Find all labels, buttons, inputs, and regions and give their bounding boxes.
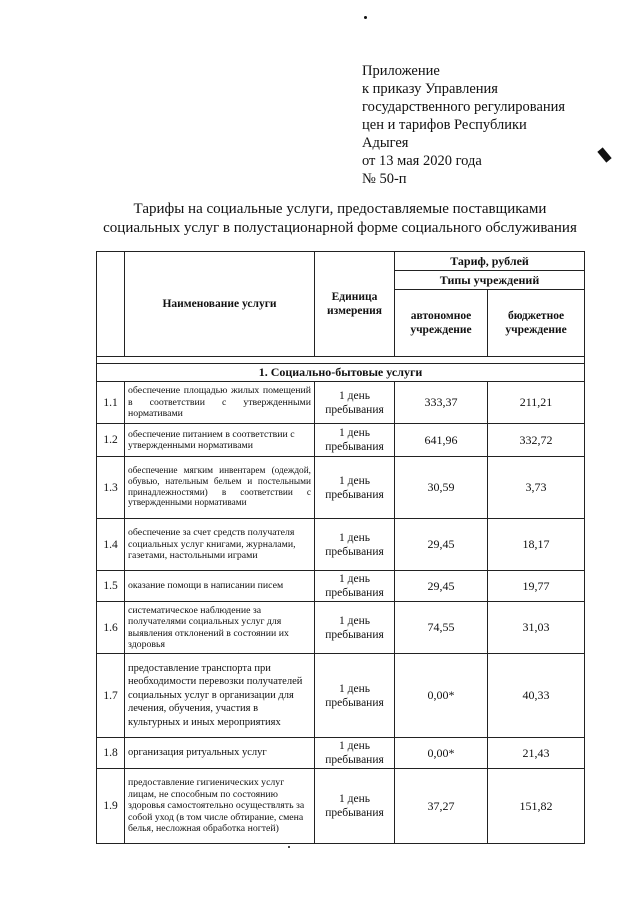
budget-tariff: 3,73 bbox=[488, 457, 585, 519]
row-number: 1.1 bbox=[97, 382, 125, 424]
row-number: 1.3 bbox=[97, 457, 125, 519]
row-number: 1.5 bbox=[97, 571, 125, 602]
row-number: 1.4 bbox=[97, 519, 125, 571]
header-service-name: Наименование услуги bbox=[125, 252, 315, 357]
title-line: социальных услуг в полустационарной форме социального обслуживания bbox=[103, 220, 577, 236]
unit-cell: 1 день пребывания bbox=[315, 654, 395, 738]
budget-tariff: 211,21 bbox=[488, 382, 585, 424]
spacer-row bbox=[97, 357, 585, 364]
autonomous-tariff: 0,00* bbox=[395, 738, 488, 769]
autonomous-tariff: 30,59 bbox=[395, 457, 488, 519]
table-row bbox=[97, 602, 585, 654]
appendix-line: Приложение bbox=[362, 63, 440, 79]
autonomous-tariff: 641,96 bbox=[395, 424, 488, 457]
budget-tariff: 151,82 bbox=[488, 769, 585, 844]
appendix-block bbox=[362, 62, 622, 188]
autonomous-tariff: 0,00* bbox=[395, 654, 488, 738]
unit-cell: 1 день пребывания bbox=[315, 424, 395, 457]
header-tariff: Тариф, рублей bbox=[395, 252, 585, 271]
table-row bbox=[97, 654, 585, 738]
header-number bbox=[97, 252, 125, 357]
service-name: систематическое наблюдение за получателями социальных услуг для выявления отклонений в состоянии их здоровья bbox=[125, 602, 315, 654]
autonomous-tariff: 29,45 bbox=[395, 571, 488, 602]
budget-tariff: 19,77 bbox=[488, 571, 585, 602]
appendix-line: государственного регулирования bbox=[362, 99, 566, 115]
appendix-line: от 13 мая 2020 года bbox=[362, 153, 482, 169]
service-name: обеспечение за счет средств получателя социальных услуг книгами, журналами, газетами, настольными играми bbox=[125, 519, 315, 571]
table-row bbox=[97, 738, 585, 769]
section-title: 1. Социально-бытовые услуги bbox=[97, 364, 585, 382]
unit-cell: 1 день пребывания bbox=[315, 519, 395, 571]
service-name: обеспечение площадью жилых помещений в соответствии с утвержденными нормативами bbox=[125, 382, 315, 424]
service-name: обеспечение мягким инвентарем (одеждой, обувью, нательным бельем и постельными принадлежностями) в соответствии с утвержденными нормативами bbox=[125, 457, 315, 519]
autonomous-tariff: 37,27 bbox=[395, 769, 488, 844]
budget-tariff: 21,43 bbox=[488, 738, 585, 769]
header-budget: бюджетное учреждение bbox=[488, 290, 585, 357]
budget-tariff: 332,72 bbox=[488, 424, 585, 457]
unit-cell: 1 день пребывания bbox=[315, 602, 395, 654]
document-title bbox=[80, 200, 600, 238]
table-row bbox=[97, 424, 585, 457]
row-number: 1.7 bbox=[97, 654, 125, 738]
service-name: предоставление транспорта при необходимости перевозки получателей социальных услуг в организации для лечения, обучения, участия в культурных и иных мероприятиях bbox=[125, 654, 315, 738]
service-name: организация ритуальных услуг bbox=[125, 738, 315, 769]
scan-speck bbox=[364, 16, 367, 19]
row-number: 1.6 bbox=[97, 602, 125, 654]
tariff-table bbox=[96, 251, 585, 844]
table-row bbox=[97, 571, 585, 602]
appendix-line: цен и тарифов Республики bbox=[362, 117, 527, 133]
autonomous-tariff: 333,37 bbox=[395, 382, 488, 424]
appendix-line: Адыгея bbox=[362, 135, 409, 151]
header-row bbox=[97, 252, 585, 271]
service-name: предоставление гигиенических услуг лицам, не способным по состоянию здоровья самостоятельно осуществлять за собой уход (в том числе обтирание, смена белья, несложная обработка ногтей) bbox=[125, 769, 315, 844]
budget-tariff: 31,03 bbox=[488, 602, 585, 654]
table-row bbox=[97, 769, 585, 844]
budget-tariff: 18,17 bbox=[488, 519, 585, 571]
appendix-line: № 50-п bbox=[362, 171, 407, 187]
unit-cell: 1 день пребывания bbox=[315, 457, 395, 519]
header-autonomous: автономное учреждение bbox=[395, 290, 488, 357]
section-row bbox=[97, 364, 585, 382]
header-institution-types: Типы учреждений bbox=[395, 271, 585, 290]
unit-cell: 1 день пребывания bbox=[315, 738, 395, 769]
table-row bbox=[97, 457, 585, 519]
appendix-line: к приказу Управления bbox=[362, 81, 498, 97]
budget-tariff: 40,33 bbox=[488, 654, 585, 738]
unit-cell: 1 день пребывания bbox=[315, 769, 395, 844]
row-number: 1.2 bbox=[97, 424, 125, 457]
row-number: 1.9 bbox=[97, 769, 125, 844]
unit-cell: 1 день пребывания bbox=[315, 382, 395, 424]
autonomous-tariff: 29,45 bbox=[395, 519, 488, 571]
unit-cell: 1 день пребывания bbox=[315, 571, 395, 602]
row-number: 1.8 bbox=[97, 738, 125, 769]
service-name: оказание помощи в написании писем bbox=[125, 571, 315, 602]
autonomous-tariff: 74,55 bbox=[395, 602, 488, 654]
scan-speck bbox=[288, 846, 290, 848]
table-row bbox=[97, 382, 585, 424]
title-line: Тарифы на социальные услуги, предоставляемые поставщиками bbox=[133, 201, 547, 217]
table-row bbox=[97, 519, 585, 571]
header-unit: Единица измерения bbox=[315, 252, 395, 357]
service-name: обеспечение питанием в соответствии с утвержденными нормативами bbox=[125, 424, 315, 457]
